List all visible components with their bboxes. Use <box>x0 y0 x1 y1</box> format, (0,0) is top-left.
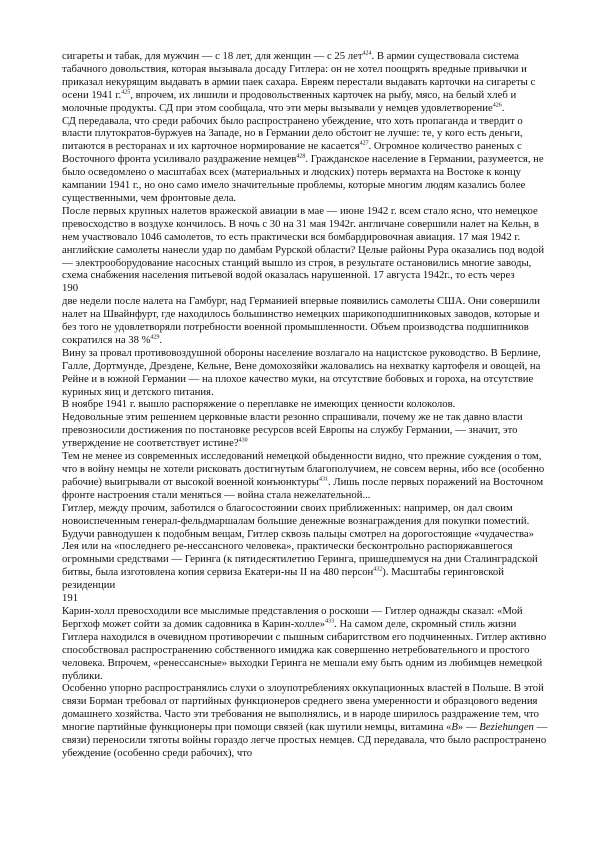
italic-text: Beziehungen <box>479 721 534 734</box>
footnote-ref: 428 <box>296 153 306 160</box>
paragraph <box>62 398 548 411</box>
text-run: сигареты и табак, для мужчин — с 18 лет, для женщин — с 25 лет <box>62 50 363 62</box>
footnote-ref: 427 <box>359 140 369 147</box>
footnote-ref: 429 <box>150 334 160 341</box>
paragraph <box>62 411 548 450</box>
text-run: Тем не менее из современных исследований немецкой обыденности видно, что прежние суждения о том, что в войну немцы не хотели рисковать достигнутым благополучием, не совсем верны, ибо все (особенно рабочие) выигрывали от высокой военной конъюнктуры <box>62 450 545 488</box>
text-run: 191 <box>62 592 79 605</box>
text-run: . На самом деле, скромный стиль жизни Гитлера находился в очевидном противоречии с пышным сибаритством его подчиненных. Гитлер активно способствовал распространению собственного имиджа как совершенно нетребовательного и простого человека. Впрочем, «ренессансные» выходки Геринга не мешали ему быть одним из любимцев немецкой публики. <box>62 617 547 682</box>
paragraph <box>62 295 548 347</box>
text-run: . В армии существовала система табачного довольствия, которая вызывала досаду Гитлера: он не хотел поощрять вредные привычки и приказал некурящим выдавать в армии паек сахара. Евреям перестали выдавать карточки на сигареты с осени 1941 г. <box>62 50 536 101</box>
text-run: 190 <box>62 282 79 295</box>
text-run: ). Масштабы геринговской резиденции <box>62 566 504 592</box>
text-run: , впрочем, их лишили и продовольственных карточек на рыбу, мясо, на белый хлеб и молочные продукты. СД при этом сообщала, что эти меры вызывали у немцев удовлетворение <box>62 88 517 114</box>
paragraph <box>62 605 548 682</box>
text-run: — связи) переносили тяготы войны гораздо легче простых немцев. СД передавала, что было распространено убеждение (особенно среди рабочих), что <box>62 721 548 759</box>
paragraph <box>62 347 548 399</box>
text-run: После первых крупных налетов вражеской авиации в мае — июне 1942 г. всем стало ясно, что немецкое превосходство в воздухе кончилось. В ночь с 30 на 31 мая 1942г. англичане совершили налет на Кельн, в нем участвовало 1046 самолетов, то есть практически вся бомбардировочная авиация. 17 мая 1942 г. английские самолеты нанесли удар по дамбам Рурской области? Целые районы Рура оказались под водой — электрооборудование насосных станций вышло из строя, в результате остановились многие заводы, схема снабжения населения питьевой водой оказалась нарушенной. 17 августа 1942г., то есть через <box>62 204 545 282</box>
paragraph <box>62 502 548 592</box>
paragraph <box>62 115 548 205</box>
text-run: » — <box>457 721 480 734</box>
text-run: Вину за провал противовоздушной обороны население возлагало на нацистское руководство. В Берлине, Галле, Дортмунде, Дрездене, Кельне, Вене домохозяйки жаловались на нехватку картофеля и овощей, на Рейне и в южной Германии — на плохое качество муки, на отсутствие бобовых и гороха, на отсутствие куриных яиц и детского питания. <box>62 346 541 398</box>
paragraph <box>62 205 548 282</box>
page-number <box>62 282 548 295</box>
text-run: . <box>501 101 505 114</box>
text-run: В ноябре 1941 г. вышло распоряжение о переплавке не имеющих ценности колоколов. <box>62 398 456 411</box>
paragraph <box>62 682 548 759</box>
text-run: СД передавала, что среди рабочих было распространено убеждение, что хоть пропаганда и твердит о власти плутократов-буржуев на Западе, но в Германии дело обстоит не лучше: те, у кого есть деньги, питаются в ресторанах и их карточное нормирование не касается <box>62 114 523 153</box>
document-page <box>62 50 548 760</box>
footnote-ref: 432 <box>373 566 383 573</box>
italic-text: В <box>451 721 458 734</box>
footnote-ref: 426 <box>492 102 502 109</box>
text-run: . Лишь после первых поражений на Восточном фронте настроения стали меняться — война стала нежелательной... <box>62 475 544 501</box>
paragraph <box>62 450 548 502</box>
footnote-ref: 430 <box>238 437 248 444</box>
text-run: Гитлер, между прочим, заботился о благосостоянии своих приближенных: например, он дал своим новоиспеченным генерал-фельдмаршалам большие денежные вознаграждения для покупки поместий. Будучи равнодушен к подобным вещам, Гитлер сквозь пальцы смотрел на дорогостоящие «чудачества» Лея или на «последнего ре-нессансного человека», практически бесконтрольно распоряжавшегося огромными средствами — Геринга (к пятидесятилетию Геринга, пришедшемуся на дни Сталинградской битвы, была изготовлена копия сервиза Екатери-ны II на 480 персон <box>62 501 538 579</box>
footnote-ref: 425 <box>121 89 131 96</box>
text-run: . <box>159 333 163 346</box>
text-run: . Огромное количество раненых с Восточного фронта усиливало раздражение немцев <box>62 140 522 166</box>
footnote-ref: 424 <box>362 50 372 57</box>
footnote-ref: 433 <box>325 618 335 625</box>
footnote-ref: 431 <box>318 476 328 483</box>
text-run: . Гражданское население в Германии, разумеется, не было осведомлено о масштабах всех (материальных и людских) потерь вермахта на Востоке к концу кампании 1941 г., но оно само имело значительные проблемы, которые многим людям казались более существенными, чем фронтовые дела. <box>62 153 544 204</box>
text-run: Недовольные этим решением церковные власти резонно спрашивали, почему же не так давно власти превозносили достижения по постановке ресурсов всей Европы на службу Германии, — значит, это утверждение не соответствует истине? <box>62 411 523 450</box>
page-number <box>62 592 548 605</box>
text-run: Особенно упорно распространялись слухи о злоупотреблениях оккупационных властей в Польше. В этой связи Борман требовал от партийных функционеров среднего звена умеренности и образцового ведения домашнего хозяйства. Часто эти требования не выполнялись, и в народе ширилось раздражение тем, что многие партийные функционеры при помощи связей (как шутили немцы, витамина « <box>62 682 544 734</box>
paragraph <box>62 50 548 115</box>
text-run: две недели после налета на Гамбург, над Германией впервые появились самолеты США. Они совершили налет на Швайнфурт, где находилось большинство немецких шарикоподшипниковых заводов, которые и без того не удовлетворяли потребности военной промышленности. Объем производства подшипников сократился на 38 % <box>62 295 540 346</box>
text-run: Карин-холл превосходили все мыслимые представления о роскоши — Гитлер однажды сказал: «Мой Бергхоф может сойти за домик садовника в Карин-холле» <box>62 604 523 630</box>
